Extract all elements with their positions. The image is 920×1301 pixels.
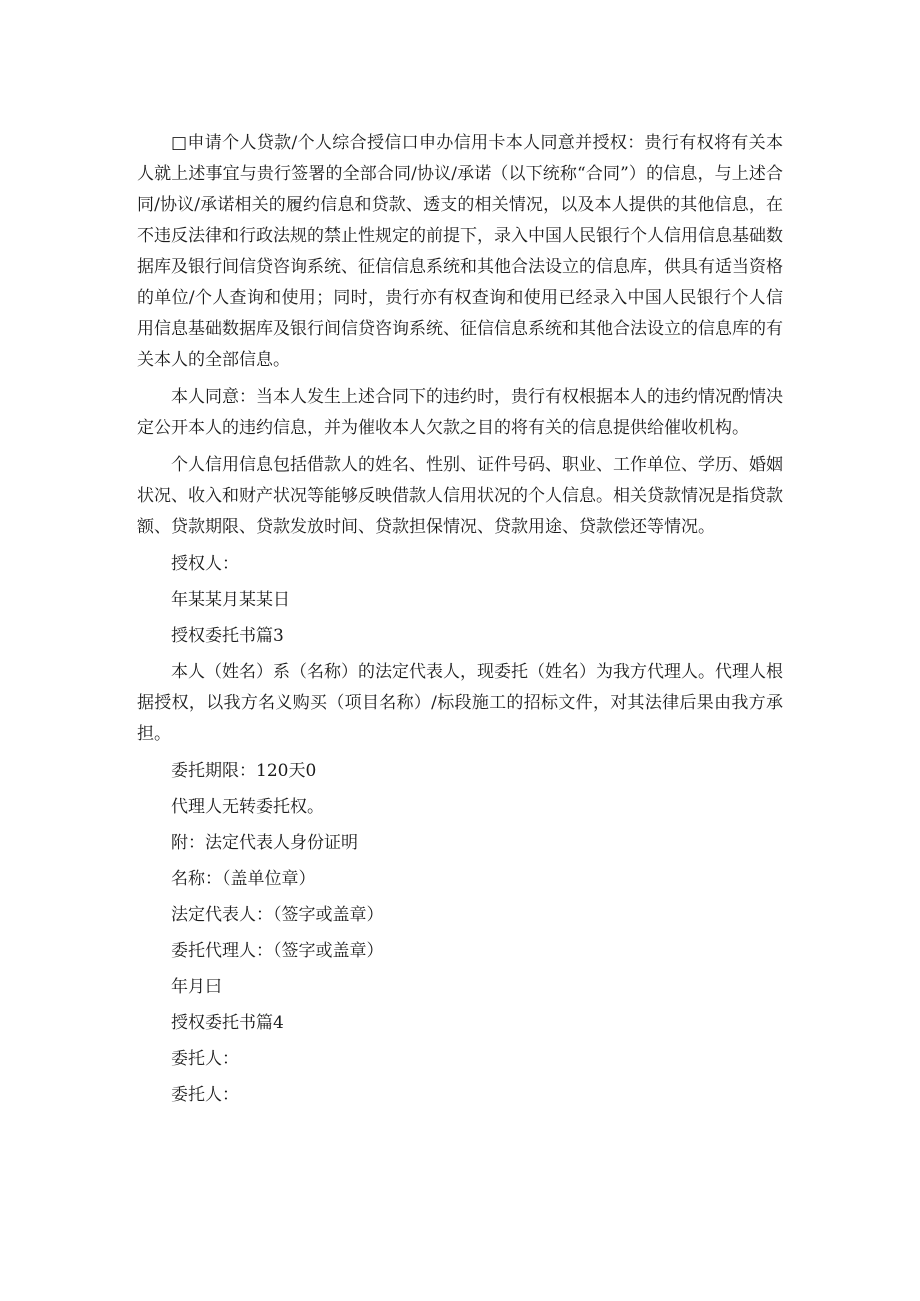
section-heading-4: 授权委托书篇4 bbox=[171, 1013, 284, 1033]
paragraph-credit-info-definition: 个人信用信息包括借款人的姓名、性别、证件号码、职业、工作单位、学历、婚姻状况、收入和财产状况等能够反映借款人信用状况的个人信息。相关贷款情况是指贷款额、贷款期限、贷款发放时间、贷款担保情况、贷款用途、贷款偿还等情况。 bbox=[137, 455, 783, 537]
label-name-seal: 名称：（盖单位章） bbox=[171, 869, 316, 889]
paragraph-credit-authorization: □申请个人贷款/个人综合授信口申办信用卡本人同意并授权：贵行有权将有关本人就上述事宜与贵行签署的全部合同/协议/承诺（以下统称“合同”）的信息，与上述合同/协议/承诺相关的履约信息和贷款、透支的相关情况，以及本人提供的其他信息，在不违反法律和行政法规的禁止性规定的前提下，录入中国人民银行个人信用信息基础数据库及银行间信贷咨询系统、征信信息系统和其他合法设立的信息库，供具有适当资格的单位/个人查询和使用；同时，贵行亦有权查询和使用已经录入中国人民银行个人信用信息基础数据库及银行间信贷咨询系统、征信信息系统和其他合法设立的信息库的有关本人的全部信息。 bbox=[137, 133, 783, 370]
section-heading-3: 授权委托书篇3 bbox=[171, 626, 284, 646]
paragraph-default-consent: 本人同意：当本人发生上述合同下的违约时，贵行有权根据本人的违约情况酌情决定公开本人的违约信息，并为催收本人欠款之目的将有关的信息提供给催收机构。 bbox=[137, 387, 783, 438]
label-agent: 委托代理人：（签字或盖章） bbox=[171, 941, 384, 961]
label-authorizer: 授权人： bbox=[171, 554, 239, 574]
label-principal-1: 委托人： bbox=[171, 1049, 239, 1069]
label-no-subdelegation: 代理人无转委托权。 bbox=[171, 797, 324, 817]
label-principal-2: 委托人： bbox=[171, 1085, 239, 1105]
paragraph-delegation: 本人（姓名）系（名称）的法定代表人，现委托（姓名）为我方代理人。代理人根据授权，以我方名义购买（项目名称）/标段施工的招标文件，对其法律后果由我方承担。 bbox=[137, 662, 783, 744]
label-legal-representative: 法定代表人：（签字或盖章） bbox=[171, 905, 384, 925]
label-date: 年某某月某某日 bbox=[171, 590, 290, 610]
document-body bbox=[137, 128, 783, 1116]
label-date-blank: 年月曰 bbox=[171, 977, 222, 997]
label-attachment: 附：法定代表人身份证明 bbox=[171, 833, 358, 853]
label-term: 委托期限：120天0 bbox=[171, 761, 317, 781]
